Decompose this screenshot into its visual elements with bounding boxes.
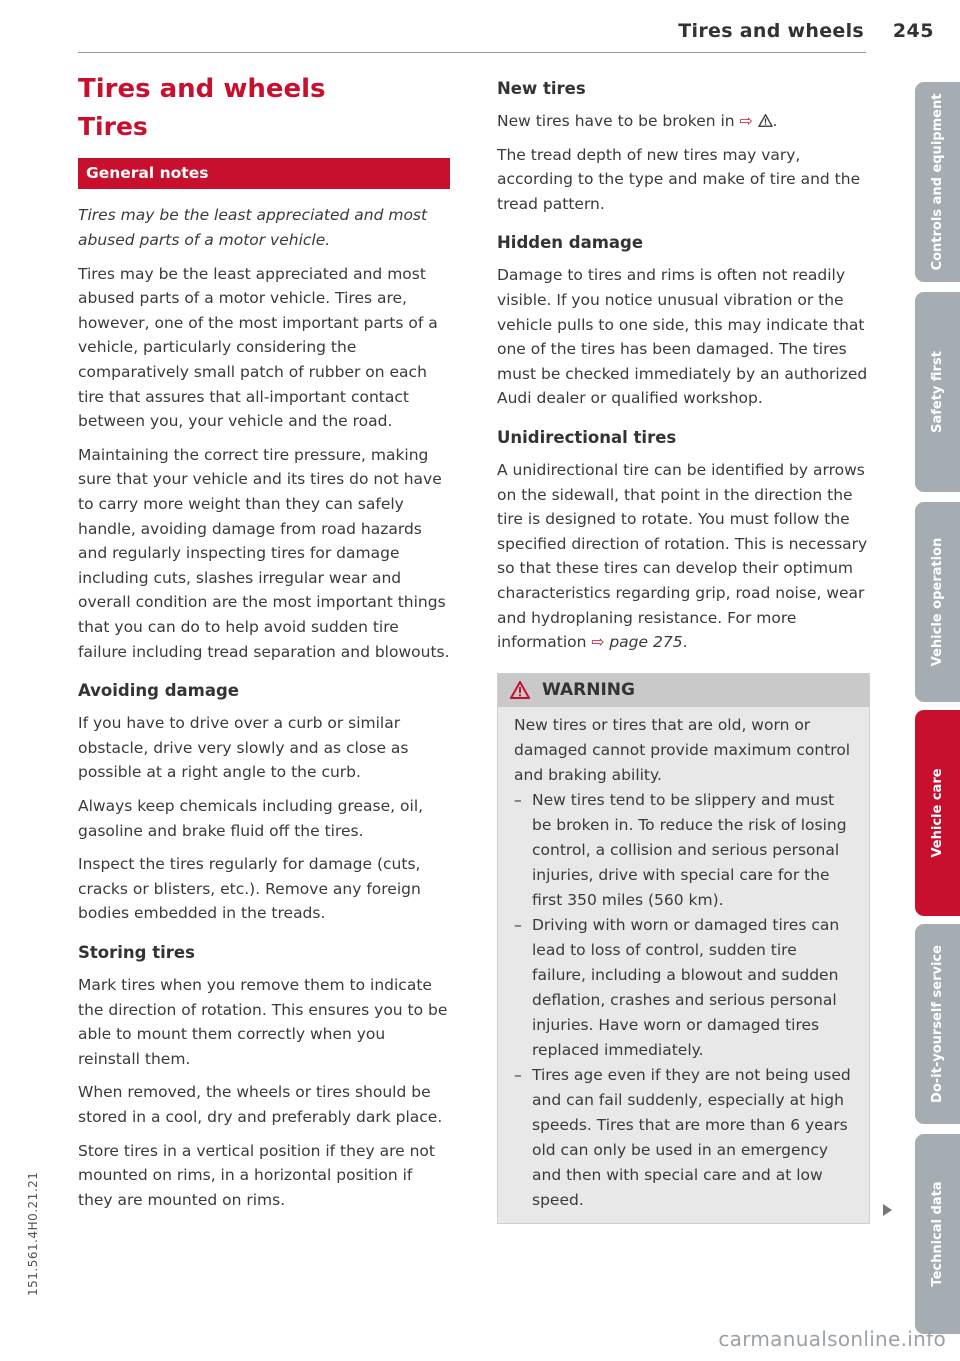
subsection-bar: General notes [78,158,450,189]
intro-text: Tires may be the least appreciated and most abused parts of a motor vehicle. [78,205,428,249]
tab-label: Safety first [929,351,945,433]
page-reference-link[interactable]: page 275 [609,633,683,652]
tab-vehicle-care[interactable] [915,710,960,916]
tab-label: Technical data [929,1181,945,1287]
warning-header [498,674,869,707]
header-divider [78,52,866,53]
warning-body [498,707,869,1223]
paragraph: Mark tires when you remove them to indicate the direction of rotation. This ensures you to be able to mount them correctly when you reinstall them. [78,975,448,1068]
page-number: 245 [892,20,934,42]
tab-vehicle-operation[interactable] [915,502,960,702]
tab-controls-and-equipment[interactable] [915,82,960,282]
paragraph: If you have to drive over a curb or similar obstacle, drive very slowly and as close as possible at a right angle to the curb. [78,714,409,782]
paragraph-text: New tires have to be broken in [497,112,735,130]
paragraph: Always keep chemicals including grease, oil, gasoline and brake fluid off the tires. [78,796,424,840]
reference-arrow-icon[interactable]: ⇨ [739,112,753,130]
paragraph: When removed, the wheels or tires should be stored in a cool, dry and preferably dark place. [78,1083,443,1126]
tab-label: Do-it-yourself service [929,945,945,1103]
warning-item: – Driving with worn or damaged tires can lead to loss of control, sudden tire failure, including a blowout and sudden deflation, crashes and serious personal injuries. Have worn or damaged tires replaced immediately. [514,913,853,1063]
warning-triangle-icon[interactable] [758,114,773,127]
paragraph-text: A unidirectional tire can be identified by arrows on the sidewall, that point in the direction the tire is designed to rotate. You must follow the specified direction of rotation. This is necessary so that these tires can develop their optimum characteristics regarding grip, road noise, wear and hydroplaning resistance. For more information [497,460,868,652]
paragraph-new-tires [497,109,870,134]
chapter-title: Tires and wheels [78,74,326,104]
paragraph: Maintaining the correct tire pressure, making sure that your vehicle and its tires do not have to carry more weight than they can safely handle, avoiding damage from road hazards and regularly inspecting tires for damage including cuts, slashes irregular wear and overall condition are the most important things that you can do to help avoid sudden tire failure including tread separation and blowouts. [78,445,450,661]
paragraph: Damage to tires and rims is often not readily visible. If you notice unusual vibration or the vehicle pulls to one side, this may indicate that one of the tires has been damaged. The tires must be checked immediately by an authorized Audi dealer or qualified workshop. [497,266,868,408]
reference-arrow-icon[interactable]: ⇨ [591,633,605,652]
paragraph-unidirectional [497,458,870,655]
paragraph: Tires may be the least appreciated and most abused parts of a motor vehicle. Tires are, however, one of the most important parts of a vehicle, particularly considering the comparatively small patch of rubber on each tire that assures that all-important contact between you, your vehicle and the road. [78,264,438,431]
warning-title: WARNING [542,679,635,700]
warning-item: – Tires age even if they are not being used and can fail suddenly, especially at high speeds. Tires that are more than 6 years old can only be used in an emergency and then with special care and at low speed. [514,1063,853,1213]
heading-avoiding-damage: Avoiding damage [78,681,239,701]
continue-arrow-icon [883,1204,892,1216]
warning-list [514,788,853,1213]
warning-box [497,673,870,1224]
heading-unidirectional-tires: Unidirectional tires [497,427,677,447]
paragraph: Store tires in a vertical position if they are not mounted on rims, in a horizontal position if they are mounted on rims. [78,1141,435,1209]
warning-triangle-icon [510,681,530,699]
paragraph: The tread depth of new tires may vary, according to the type and make of tire and the tread pattern. [497,145,861,213]
tab-label: Vehicle care [929,768,945,858]
right-column [497,74,870,1224]
tab-do-it-yourself-service[interactable] [915,924,960,1124]
running-header-title: Tires and wheels [678,20,864,42]
tab-safety-first[interactable] [915,292,960,492]
tab-label: Controls and equipment [929,93,945,271]
heading-hidden-damage: Hidden damage [497,233,644,253]
heading-new-tires: New tires [497,79,586,98]
footer-watermark: carmanualsonline.info [718,1327,946,1351]
left-column [78,74,450,1212]
period: . [682,633,688,652]
warning-intro: New tires or tires that are old, worn or damaged cannot provide maximum control and braking ability. [514,715,851,784]
tab-label: Vehicle operation [929,537,945,667]
document-code: 151.561.4H0.21.21 [26,1171,40,1296]
tab-technical-data[interactable] [915,1134,960,1334]
section-title: Tires [78,112,148,142]
warning-item: – New tires tend to be slippery and must be broken in. To reduce the risk of losing control, a collision and serious personal injuries, drive with special care for the first 350 miles (560 km). [514,788,853,913]
period: . [772,112,778,130]
heading-storing-tires: Storing tires [78,942,195,962]
paragraph: Inspect the tires regularly for damage (cuts, cracks or blisters, etc.). Remove any foreign bodies embedded in the treads. [78,855,421,923]
